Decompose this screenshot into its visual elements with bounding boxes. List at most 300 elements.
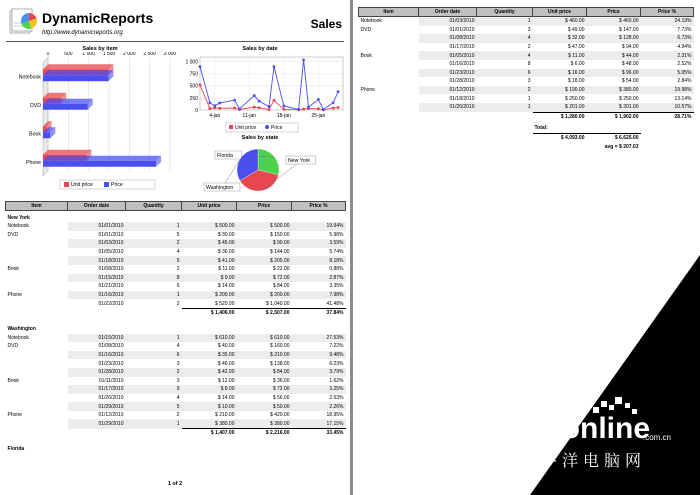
unit-price-cell: $ 11.00 — [218, 266, 235, 273]
table-row — [6, 385, 346, 394]
price-cell: $ 420.00 — [270, 412, 290, 419]
column-header: Price — [237, 202, 292, 211]
sales-by-date-title: Sales by date — [242, 46, 278, 52]
order-date-cell: 01/03/2010 — [68, 239, 126, 248]
table-header-row — [359, 8, 694, 17]
quantity-cell: 5 — [126, 256, 182, 265]
price-pct-cell: 3.59% — [292, 239, 346, 248]
price-pct-total: 33.45% — [292, 429, 346, 438]
data-point — [238, 108, 241, 111]
quantity-cell: 6 — [176, 283, 180, 290]
unit-price-cell: $ 460.00 — [533, 17, 587, 26]
quantity-cell: 6 — [126, 351, 182, 360]
quantity-cell: 2 — [126, 239, 182, 248]
empty-cell — [477, 124, 533, 133]
data-point — [307, 106, 310, 109]
price-cell: $ 36.00 — [272, 377, 290, 384]
data-point — [273, 99, 276, 102]
price-cell: $ 56.00 — [272, 394, 290, 401]
item-cell — [6, 256, 68, 265]
data-point — [199, 84, 202, 87]
y-tick-label: 500 — [189, 83, 198, 90]
price-pct-cell: 9.48% — [292, 351, 346, 360]
data-point — [218, 107, 221, 110]
legend-label: Price — [111, 182, 123, 188]
item-cell — [359, 60, 419, 69]
average-row — [359, 142, 694, 151]
column-header: Order date — [419, 8, 477, 17]
grand-total-label: Total: — [534, 125, 548, 132]
data-point — [322, 108, 325, 111]
quantity-cell: 1 — [477, 103, 533, 112]
column-header: Unit price — [533, 8, 587, 17]
column-header: Price % — [641, 8, 694, 17]
empty-cell — [6, 308, 68, 317]
order-date-cell: 01/11/2010 — [98, 377, 124, 384]
quantity-cell: 6 — [477, 69, 533, 78]
order-date-cell: 01/22/2010 — [98, 300, 124, 307]
empty-cell — [359, 142, 419, 151]
price-pct-cell: 7.22% — [329, 343, 344, 350]
order-date-cell: 01/17/2010 — [449, 44, 475, 51]
order-date-cell: 01/08/2010 — [98, 266, 124, 273]
table-row — [359, 60, 694, 69]
item-cell — [6, 239, 68, 248]
item-cell — [6, 248, 68, 257]
watermark-brand: PConline — [520, 412, 651, 445]
table-row — [6, 265, 346, 274]
quantity-cell: 2 — [176, 266, 180, 273]
legend-label: Price — [271, 125, 283, 131]
data-point — [199, 65, 202, 68]
unit-price-cell: $ 45.00 — [182, 239, 237, 248]
data-point — [317, 107, 320, 110]
y-tick-label: 0 — [195, 107, 198, 114]
x-tick-label: 2 500 — [143, 52, 156, 57]
quantity-cell: 2 — [477, 86, 533, 95]
group-header-row — [6, 211, 346, 223]
quantity-cell: 2 — [527, 44, 531, 51]
price-pct-cell: 2.31% — [641, 51, 694, 60]
price-pct-cell: 3.35% — [329, 283, 344, 290]
data-point — [268, 105, 271, 108]
unit-price-cell: $ 380.00 — [182, 419, 237, 428]
price-cell: $ 84.00 — [237, 368, 292, 377]
item-cell — [6, 402, 68, 411]
empty-cell — [126, 308, 182, 317]
quantity-cell: 4 — [176, 249, 180, 256]
legend-swatch — [104, 182, 109, 187]
price-cell: $ 48.00 — [621, 61, 639, 68]
quantity-cell: 3 — [176, 360, 180, 367]
x-tick-label: 2 000 — [123, 52, 136, 57]
price-cell: $ 1,040.00 — [265, 300, 290, 307]
table-row — [6, 231, 346, 240]
price-pct-cell: 7.98% — [292, 291, 346, 300]
data-point — [253, 94, 256, 97]
price-cell: $ 144.00 — [270, 249, 290, 256]
item-cell — [6, 359, 68, 368]
price-pct-cell: 19.94% — [292, 222, 346, 231]
quantity-cell: 4 — [477, 51, 533, 60]
table-row — [6, 368, 346, 377]
quantity-cell: 2 — [176, 300, 180, 307]
group-total-row — [6, 429, 346, 438]
column-header: Price % — [292, 202, 346, 211]
bar — [43, 132, 50, 138]
table-row — [359, 51, 694, 60]
data-point — [317, 98, 320, 101]
y-tick-label: 750 — [189, 71, 198, 78]
y-tick-label: Notebook — [18, 74, 41, 81]
price-cell: $ 200.00 — [237, 291, 292, 300]
quantity-cell: 4 — [176, 394, 180, 401]
data-point — [253, 106, 256, 109]
empty-cell — [359, 112, 419, 121]
price-cell: $ 150.00 — [270, 231, 290, 238]
empty-cell — [641, 124, 694, 133]
item-cell — [359, 103, 419, 112]
price-pct-cell: 18.95% — [326, 412, 344, 419]
x-tick-label: 1 500 — [102, 52, 116, 57]
slice-label: Florida — [217, 153, 233, 159]
order-date-cell: 01/21/2010 — [98, 283, 124, 290]
quantity-cell: 1 — [126, 334, 182, 343]
item-cell: Book — [7, 266, 19, 273]
price-cell: $ 128.00 — [587, 34, 641, 43]
order-date-cell: 01/03/2010 — [419, 17, 477, 26]
item-cell — [6, 385, 68, 394]
empty-cell — [477, 112, 533, 121]
order-date-cell: 01/08/2010 — [98, 343, 124, 350]
unit-price-cell: $ 520.00 — [215, 300, 235, 307]
table-row — [359, 17, 694, 26]
price-pct-total: 37.84% — [292, 308, 346, 317]
price-pct-cell: 4.94% — [677, 44, 692, 51]
order-date-cell: 01/05/2010 — [419, 51, 477, 60]
order-date-cell: 01/08/2010 — [419, 34, 477, 43]
empty-cell — [477, 133, 533, 142]
unit-price-cell: $ 35.00 — [182, 351, 237, 360]
price-cell: $ 72.00 — [237, 274, 292, 283]
empty-cell — [419, 124, 477, 133]
bar — [43, 161, 156, 167]
data-point — [209, 107, 212, 110]
unit-price-cell: $ 16.00 — [533, 69, 587, 78]
price-pct-cell: 1.62% — [329, 377, 344, 384]
y-tick-label: 250 — [189, 95, 198, 102]
price-pct-cell: 10.57% — [641, 103, 694, 112]
table-row — [6, 299, 346, 308]
price-cell: $ 94.00 — [621, 44, 639, 51]
unit-price-cell: $ 610.00 — [182, 334, 237, 343]
unit-price-total: $ 1,280.00 — [533, 112, 587, 121]
data-point — [273, 65, 276, 68]
table-row — [6, 239, 346, 248]
column-header: Item — [6, 202, 68, 211]
data-point — [337, 106, 340, 109]
quantity-cell: 1 — [477, 17, 533, 26]
price-pct-cell: 19.98% — [641, 86, 694, 95]
price-cell: $ 500.00 — [237, 222, 292, 231]
data-point — [268, 108, 271, 111]
price-cell: $ 460.00 — [587, 17, 641, 26]
legend-swatch — [265, 125, 269, 129]
bar-top — [43, 64, 113, 69]
page-number: 1 of 2 — [167, 481, 183, 487]
unit-price-cell: $ 47.00 — [567, 44, 585, 51]
table-row — [359, 103, 694, 112]
x-tick-label: 3 000 — [163, 52, 177, 57]
order-date-cell: 01/28/2010 — [449, 78, 475, 85]
quantity-cell: 5 — [126, 402, 182, 411]
price-cell: $ 205.00 — [237, 256, 292, 265]
table-row — [6, 256, 346, 265]
quantity-cell: 1 — [126, 291, 182, 300]
price-cell: $ 22.00 — [272, 266, 290, 273]
legend-label: Unit price — [71, 182, 93, 188]
order-date-cell: 01/05/2010 — [98, 249, 124, 256]
price-cell: $ 90.00 — [237, 239, 292, 248]
x-tick-label: 18-jan — [276, 113, 291, 119]
price-cell: $ 54.00 — [621, 78, 639, 85]
data-point — [258, 106, 261, 109]
dynamicreports-logo-icon — [9, 8, 39, 36]
average-price: avg = $ 207.03 — [604, 143, 639, 150]
item-cell — [6, 299, 68, 308]
quantity-cell: 3 — [527, 26, 531, 33]
unit-price-cell: $ 42.00 — [182, 368, 237, 377]
table-header-row — [6, 202, 346, 211]
data-point — [332, 107, 335, 110]
data-point — [283, 108, 286, 111]
empty-cell — [641, 142, 694, 151]
price-pct-cell: 7.73% — [677, 26, 692, 33]
table-row — [6, 248, 346, 257]
quantity-cell: 4 — [477, 34, 533, 43]
price-cell: $ 610.00 — [237, 334, 292, 343]
price-pct-cell: 2.87% — [292, 274, 346, 283]
price-cell: $ 201.00 — [587, 103, 641, 112]
price-cell: $ 72.00 — [237, 385, 292, 394]
price-cell: $ 210.00 — [237, 351, 292, 360]
column-header: Unit price — [182, 202, 237, 211]
unit-price-cell: $ 8.00 — [182, 385, 237, 394]
table-row — [359, 34, 694, 43]
price-cell: $ 380.00 — [587, 86, 641, 95]
empty-cell — [359, 124, 419, 133]
price-cell: $ 50.00 — [237, 402, 292, 411]
price-pct-cell: 3.25% — [292, 385, 346, 394]
item-cell — [359, 94, 419, 103]
legend-label: Unit price — [235, 125, 257, 131]
empty-cell — [68, 429, 126, 438]
column-header: Order date — [68, 202, 126, 211]
order-date-cell: 01/26/2010 — [98, 394, 124, 401]
grand-total-label-row — [359, 124, 694, 133]
price-pct-cell: 41.48% — [326, 300, 344, 307]
item-cell: Notebook — [7, 334, 29, 341]
item-cell: Book — [7, 377, 19, 384]
bar — [43, 104, 88, 110]
table-row — [6, 377, 346, 386]
price-cell: $ 380.00 — [237, 419, 292, 428]
header-rule — [6, 41, 344, 42]
bar-top — [43, 150, 92, 155]
item-cell: Notebook — [7, 223, 29, 230]
sales-by-date-chart — [178, 52, 348, 134]
legend-swatch — [229, 125, 233, 129]
item-cell — [6, 394, 68, 403]
unit-price-total: $ 1,407.00 — [182, 429, 237, 438]
price-pct-cell: 2.84% — [677, 78, 692, 85]
grand-total-row — [359, 133, 694, 142]
table-row — [6, 419, 346, 428]
order-date-cell: 01/26/2010 — [419, 103, 477, 112]
table-row — [359, 94, 694, 103]
watermark-cn: 太平洋电脑网 — [520, 453, 647, 470]
quantity-cell: 8 — [527, 61, 531, 68]
data-point — [233, 99, 236, 102]
quantity-cell: 3 — [176, 377, 180, 384]
price-pct-cell: 2.52% — [677, 61, 692, 68]
unit-price-cell: $ 18.00 — [567, 78, 585, 85]
empty-cell — [477, 142, 533, 151]
bar-top — [43, 99, 93, 104]
item-cell — [6, 282, 68, 291]
data-point — [297, 108, 300, 111]
grand-unit-total: $ 4,093.00 — [533, 133, 587, 142]
data-point — [258, 100, 261, 103]
unit-price-cell: $ 11.00 — [533, 51, 587, 60]
data-point — [208, 101, 211, 104]
order-date-cell: 01/01/2010 — [449, 26, 475, 33]
sales-by-state-title: Sales by state — [241, 135, 279, 141]
price-pct-cell: 5.98% — [329, 231, 344, 238]
order-date-cell: 01/01/2010 — [68, 222, 126, 231]
item-cell — [359, 43, 419, 52]
item-cell: DVD — [7, 343, 19, 350]
unit-price-cell: $ 49.00 — [567, 26, 585, 33]
group-header-row — [6, 443, 346, 454]
table-row — [6, 334, 346, 343]
quantity-cell: 2 — [126, 368, 182, 377]
brand-url: http://www.dynamicreports.org — [42, 30, 123, 36]
sales-by-item-title: Sales by item — [82, 46, 118, 52]
price-cell: $ 96.00 — [587, 69, 641, 78]
empty-cell — [359, 133, 419, 142]
order-date-cell: 01/12/2010 — [98, 412, 124, 419]
x-tick-label: 4-jan — [209, 113, 221, 119]
table-row — [359, 26, 694, 35]
price-pct-cell: 24.19% — [641, 17, 694, 26]
item-cell — [6, 274, 68, 283]
sales-by-state-chart — [198, 142, 348, 198]
watermark-domain: .com.cn — [643, 433, 672, 442]
item-cell — [359, 77, 419, 86]
unit-price-cell: $ 200.00 — [182, 291, 237, 300]
order-date-cell: 01/18/2010 — [68, 256, 126, 265]
order-date-cell: 01/15/2010 — [68, 274, 126, 283]
x-tick-label: 1 000 — [82, 52, 95, 57]
unit-price-cell: $ 201.00 — [533, 103, 587, 112]
order-date-cell: 01/01/2010 — [98, 231, 124, 238]
price-pct-cell: 2.53% — [329, 394, 344, 401]
quantity-cell: 8 — [126, 274, 182, 283]
price-pct-cell: 0.88% — [329, 266, 344, 273]
order-date-cell: 01/23/2010 — [419, 69, 477, 78]
item-cell — [359, 34, 419, 43]
y-tick-label: DVD — [30, 102, 41, 109]
table-row — [359, 69, 694, 78]
item-cell: Phone — [360, 87, 375, 94]
table-row — [6, 342, 346, 351]
price-pct-cell: 27.53% — [292, 334, 346, 343]
x-tick-label: 500 — [64, 52, 73, 57]
table-row — [6, 411, 346, 420]
group-name: New York — [7, 214, 30, 221]
item-cell: DVD — [7, 231, 19, 238]
empty-cell — [419, 133, 477, 142]
unit-price-cell: $ 190.00 — [533, 86, 587, 95]
price-cell: $ 147.00 — [619, 26, 639, 33]
slice-label: Washington — [206, 185, 234, 191]
data-point — [233, 107, 236, 110]
unit-price-cell: $ 500.00 — [182, 222, 237, 231]
item-cell: Notebook — [360, 18, 382, 25]
item-cell: Phone — [7, 412, 22, 419]
quantity-cell: 2 — [176, 412, 180, 419]
order-date-cell: 01/16/2010 — [68, 291, 126, 300]
unit-price-cell: $ 9.00 — [182, 274, 237, 283]
unit-price-cell: $ 30.00 — [217, 231, 235, 238]
price-pct-cell: 2.26% — [292, 402, 346, 411]
table-row — [6, 351, 346, 360]
quantity-cell: 1 — [126, 222, 182, 231]
column-header: Item — [359, 8, 419, 17]
y-tick-label: 1 000 — [185, 59, 198, 66]
unit-price-cell: $ 46.00 — [217, 360, 235, 367]
bar — [43, 75, 108, 81]
sales-table-page-2 — [358, 7, 694, 151]
table-row — [6, 394, 346, 403]
unit-price-total: $ 1,406.00 — [182, 308, 237, 317]
table-row — [6, 274, 346, 283]
price-cell: $ 250.00 — [619, 95, 639, 102]
quantity-cell: 1 — [527, 95, 531, 102]
unit-price-cell: $ 12.00 — [217, 377, 235, 384]
order-date-cell: 01/15/2010 — [68, 334, 126, 343]
column-header: Price — [587, 8, 641, 17]
price-pct-cell: 8.18% — [292, 256, 346, 265]
unit-price-cell: $ 250.00 — [565, 95, 585, 102]
data-point — [332, 101, 335, 104]
item-cell — [6, 368, 68, 377]
y-tick-label: Phone — [25, 159, 41, 166]
data-point — [302, 58, 305, 61]
y-tick-label: Book — [29, 131, 41, 138]
table-row — [6, 402, 346, 411]
slice-label: New York — [288, 158, 310, 164]
group-total-row — [359, 112, 694, 121]
order-date-cell: 01/18/2010 — [449, 95, 475, 102]
item-cell — [6, 351, 68, 360]
order-date-cell: 01/16/2010 — [68, 351, 126, 360]
table-row — [359, 77, 694, 86]
bar-top — [43, 70, 113, 75]
unit-price-cell: $ 14.00 — [217, 283, 235, 290]
order-date-cell: 01/28/2010 — [68, 368, 126, 377]
